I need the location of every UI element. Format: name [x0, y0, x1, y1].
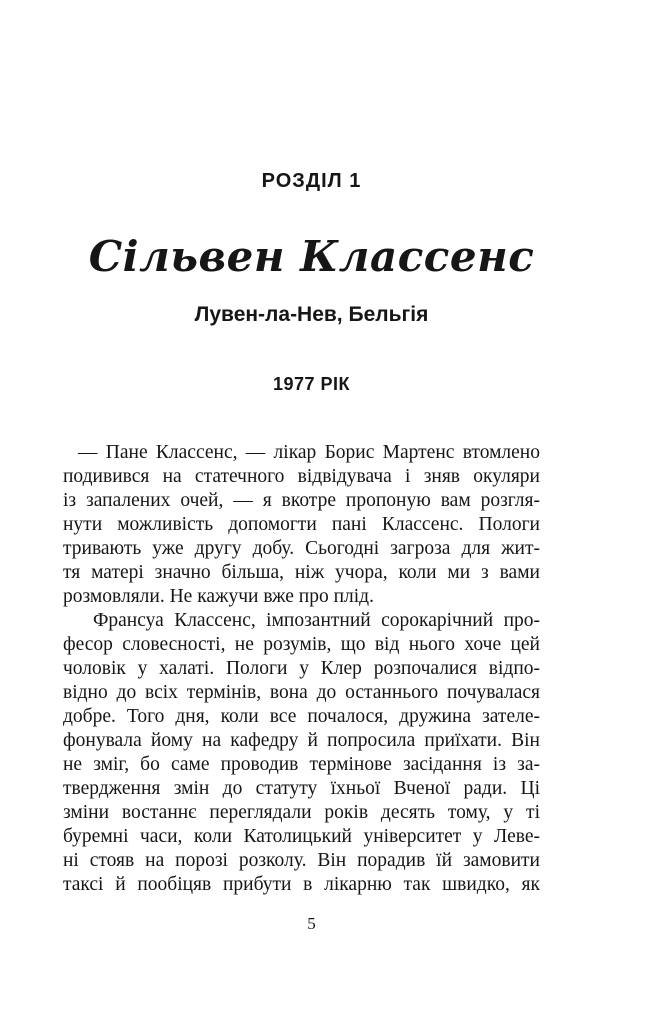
body-line: тривають уже другу добу. Сьогодні загроза для жит- — [63, 538, 540, 559]
body-line: не зміг, бо саме проводив термінове засідання із за- — [63, 754, 540, 775]
body-line: тя матері значно більша, ніж учора, коли ми з вами — [63, 562, 540, 583]
body-line: чоловік у халаті. Пологи у Клер розпочалися відпо- — [63, 658, 540, 679]
body-line: твердження змін до статуту їхньої Вченої ради. Ці — [63, 778, 540, 799]
body-line: зміни востаннє переглядали років десять тому, у ті — [63, 802, 540, 823]
body-line: — Пане Классенс, — лікар Борис Мартенс втомлено — [78, 442, 540, 463]
chapter-title: Сільвен Классенс — [88, 232, 535, 281]
paragraph — [63, 441, 540, 609]
body-line: подивився на статечного відвідувача і зняв окуляри — [63, 466, 540, 487]
body-line: Франсуа Классенс, імпозантний сорокарічний про- — [93, 610, 540, 631]
paragraph — [63, 609, 540, 897]
body-line: добре. Того дня, коли все почалося, дружина зателе- — [63, 706, 540, 727]
body-line: нути можливість допомогти пані Классенс. Пологи — [63, 514, 540, 535]
body-line: із запалених очей, — я вкотре пропоную вам розгля- — [63, 490, 540, 511]
body-line: відно до всіх термінів, вона до останнього почувалася — [63, 682, 540, 703]
page-number: 5 — [307, 914, 316, 933]
chapter-year: 1977 РІК — [272, 374, 351, 394]
body-line: фесор словесності, не розумів, що від нього хоче цей — [63, 634, 540, 655]
chapter-location: Лувен-ла-Нев, Бельгія — [194, 303, 429, 326]
body-line: буремні часи, коли Католицький університет у Леве- — [63, 826, 540, 847]
body-line: ні стояв на порозі розколу. Він порадив їй замовити — [63, 850, 540, 871]
body-line: таксі й пообіцяв прибути в лікарню так швидко, як — [63, 874, 540, 895]
body-line: фонувала йому на кафедру й попросила приїхати. Він — [63, 730, 540, 751]
body-text — [63, 441, 540, 897]
chapter-label: РОЗДІЛ 1 — [261, 170, 362, 192]
body-line: розмовляли. Не кажучи вже про плід. — [63, 586, 374, 607]
